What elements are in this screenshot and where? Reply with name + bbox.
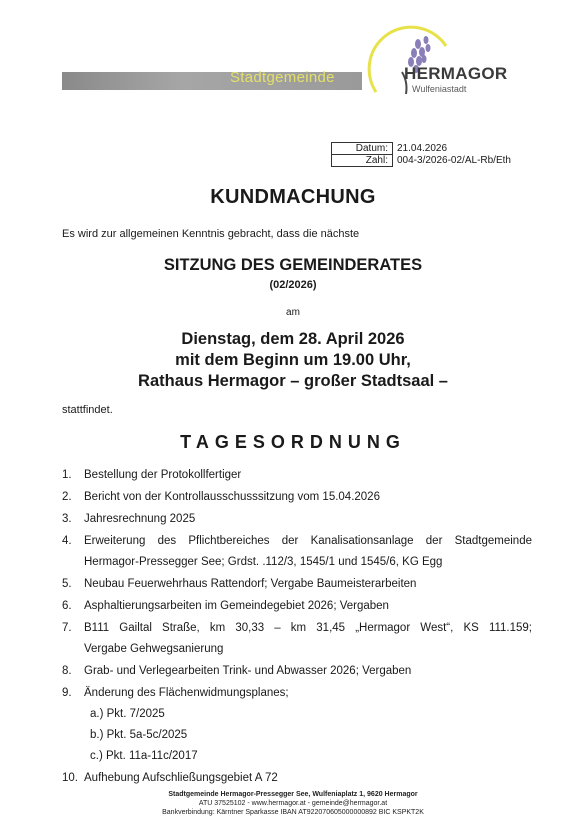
agenda-subitems	[84, 707, 532, 764]
meeting-date: Dienstag, dem 28. April 2026	[181, 330, 405, 348]
agenda-item	[62, 512, 532, 527]
meeting-time: mit dem Beginn um 19.00 Uhr,	[175, 351, 411, 369]
agenda-subitem: b.) Pkt. 5a-5c/2025	[90, 729, 188, 741]
agenda-item-text: Bestellung der Protokollfertiger	[84, 469, 242, 481]
agenda-subitem: a.) Pkt. 7/2025	[90, 708, 165, 720]
zahl-label: Zahl:	[332, 155, 393, 167]
footer-bank: Bankverbindung: Kärntner Sparkasse IBAN AT922070605000000892 BIC KSPKT2K	[162, 809, 424, 816]
agenda-item-number: 2.	[62, 491, 72, 503]
footer-address: Stadtgemeinde Hermagor-Pressegger See, Wulfeniaplatz 1, 9620 Hermagor	[168, 791, 418, 798]
agenda-item-text-continued: Vergabe Gehwegsanierung	[84, 643, 224, 655]
footer-contact: ATU 37525102 - www.hermagor.at - gemeinde@hermagor.at	[198, 800, 388, 807]
reference-box	[331, 142, 552, 167]
datum-label: Datum:	[332, 143, 393, 155]
agenda-item-number: 3.	[62, 513, 72, 525]
agenda-item-text: Asphaltierungsarbeiten im Gemeindegebiet 2026; Vergaben	[84, 600, 389, 612]
intro-text: Es wird zur allgemeinen Kenntnis gebracht, dass die nächste	[62, 228, 360, 240]
agenda-item-number: 10.	[62, 772, 78, 784]
agenda-item	[62, 468, 532, 483]
agenda-item	[62, 621, 532, 657]
agenda-item-text: Grab- und Verlegearbeiten Trink- und Abwasser 2026; Vergaben	[84, 665, 412, 677]
session-title: SITZUNG DES GEMEINDERATES	[163, 256, 423, 274]
agenda-item-number: 7.	[62, 622, 72, 634]
closing-text: stattfindet.	[62, 404, 113, 416]
agenda-list	[62, 468, 532, 793]
agenda-item	[62, 577, 532, 592]
agenda-item-text: Neubau Feuerwehrhaus Rattendorf; Vergabe Baumeisterarbeiten	[84, 578, 417, 590]
agenda-item	[62, 664, 532, 679]
logo-subtitle: Wulfeniastadt	[412, 84, 467, 94]
agenda-item	[62, 534, 532, 570]
banner-text: Stadtgemeinde	[230, 69, 335, 86]
agenda-title: TAGESORDNUNG	[180, 432, 406, 452]
zahl-value: 004-3/2026-02/AL-Rb/Eth	[397, 155, 511, 166]
agenda-item-text: Erweiterung des Pflichtbereiches der Kanalisationsanlage der Stadtgemeinde	[84, 535, 532, 547]
agenda-item	[62, 686, 532, 764]
meeting-place: Rathaus Hermagor – großer Stadtsaal –	[138, 372, 448, 390]
agenda-item	[62, 771, 532, 786]
agenda-item-number: 9.	[62, 687, 72, 699]
agenda-item-text: Aufhebung Aufschließungsgebiet A 72	[84, 772, 278, 784]
agenda-item-text: Änderung des Flächenwidmungsplanes;	[84, 687, 289, 699]
am-text: am	[286, 307, 300, 318]
agenda-item-number: 1.	[62, 469, 72, 481]
session-number: (02/2026)	[269, 279, 317, 291]
agenda-item-text: B111 Gailtal Straße, km 30,33 – km 31,45 „Hermagor West“, KS 111.159;	[84, 622, 532, 634]
footer	[0, 790, 586, 817]
agenda-item	[62, 490, 532, 505]
datum-value: 21.04.2026	[397, 143, 448, 154]
agenda-item-number: 6.	[62, 600, 72, 612]
agenda-item-text: Bericht von der Kontrollausschusssitzung vom 15.04.2026	[84, 491, 380, 503]
agenda-item-number: 8.	[62, 665, 72, 677]
logo-name: HERMAGOR	[404, 64, 508, 83]
agenda-item	[62, 599, 532, 614]
agenda-item-number: 5.	[62, 578, 72, 590]
agenda-item-number: 4.	[62, 535, 72, 547]
agenda-subitem: c.) Pkt. 11a-11c/2017	[90, 750, 198, 762]
agenda-item-text-continued: Hermagor-Pressegger See; Grdst. .112/3, 1545/1 und 1545/6, KG Egg	[84, 556, 443, 568]
agenda-item-text: Jahresrechnung 2025	[84, 513, 196, 525]
page-title: KUNDMACHUNG	[210, 186, 376, 208]
